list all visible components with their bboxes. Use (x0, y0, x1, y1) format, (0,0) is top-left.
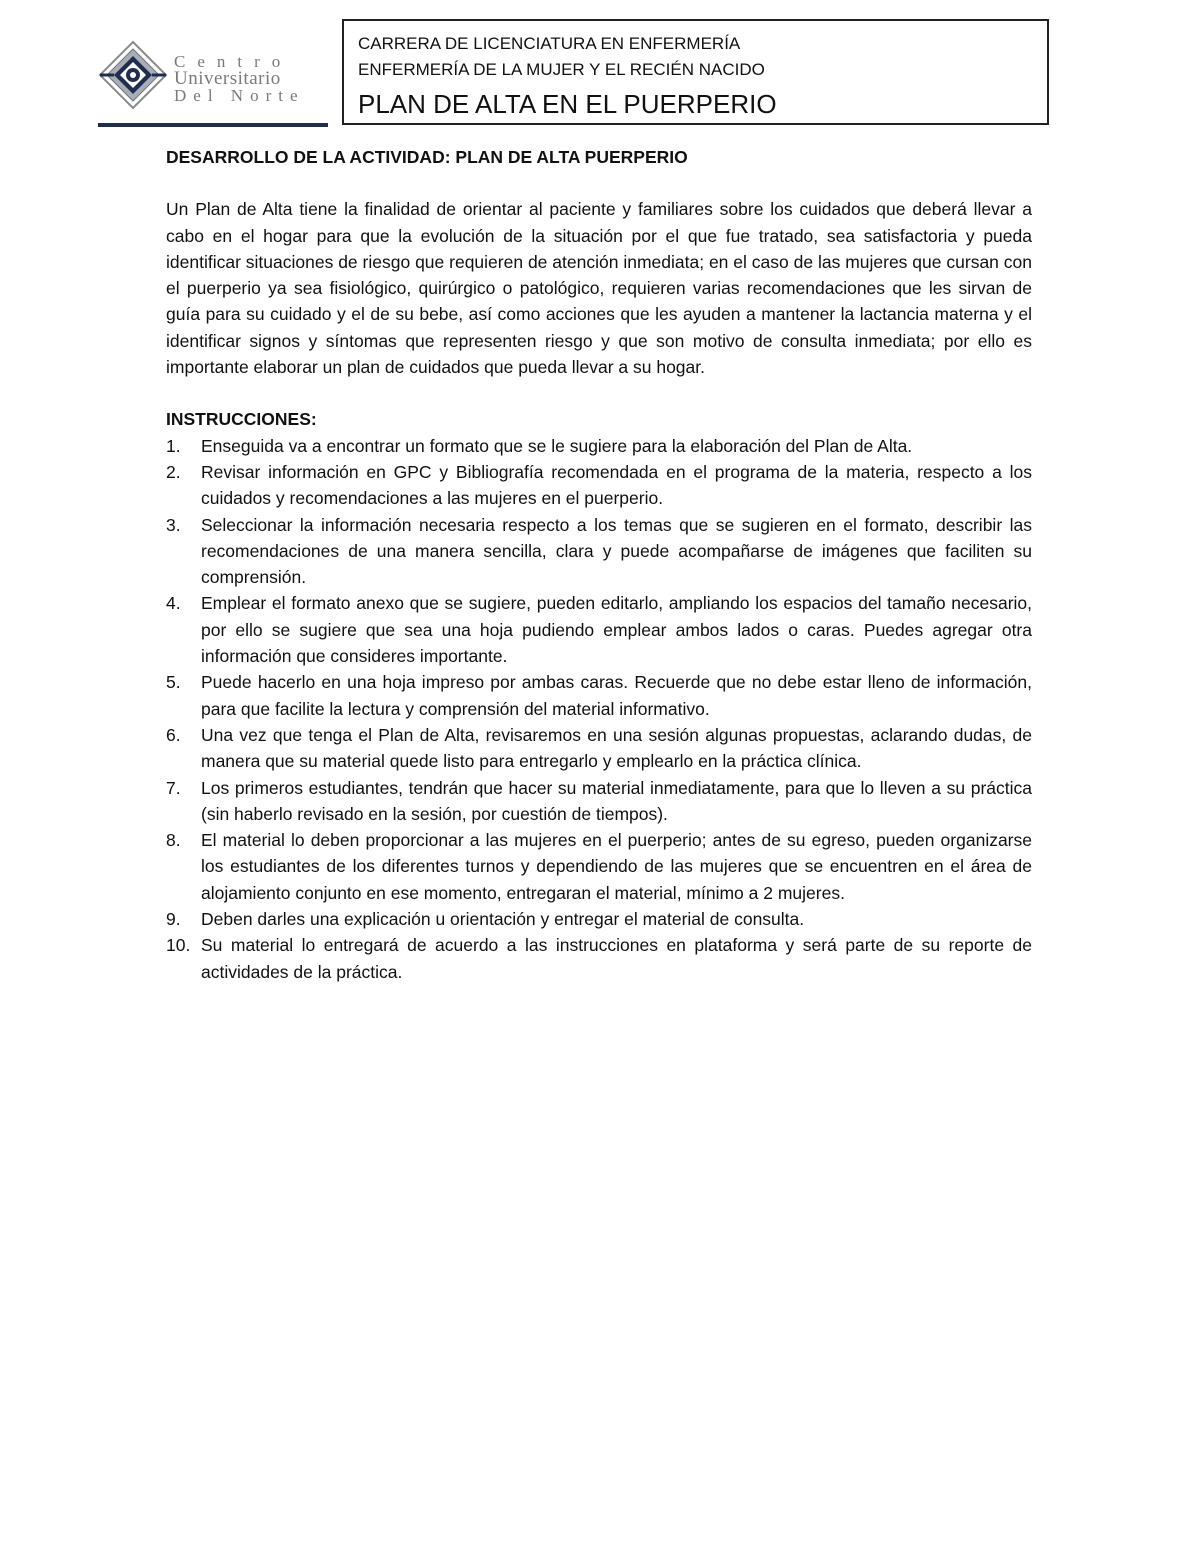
list-item (166, 932, 1032, 985)
list-item (166, 459, 1032, 512)
list-item-number: 3. (166, 514, 181, 535)
list-item-text: El material lo deben proporcionar a las mujeres en el puerperio; antes de su egreso, pueden organizarse los estudiantes de los diferentes turnos y dependiendo de las mujeres que se encuentren en el área de alojamiento conjunto en ese momento, entregaran el material, mínimo a 2 mujeres. (201, 830, 1032, 903)
list-item (166, 827, 1032, 906)
list-item-number: 10. (166, 935, 191, 956)
list-item (166, 722, 1032, 775)
section-heading: DESARROLLO DE LA ACTIVIDAD: PLAN DE ALTA PUERPERIO (166, 147, 688, 167)
instructions-heading: INSTRUCCIONES: (166, 409, 317, 430)
list-item-text: Puede hacerlo en una hoja impreso por ambas caras. Recuerde que no debe estar lleno de información, para que facilite la lectura y comprensión del material informativo. (201, 672, 1032, 719)
list-item-number: 1. (166, 435, 181, 456)
diamond-emblem-icon (98, 40, 168, 110)
document-title: PLAN DE ALTA EN EL PUERPERIO (358, 89, 777, 119)
list-item-number: 9. (166, 909, 181, 930)
logo-line-1: Centro (174, 52, 293, 71)
list-item-text: Una vez que tenga el Plan de Alta, revisaremos en una sesión algunas propuestas, aclarando dudas, de manera que su material quede listo para entregarlo y emplearlo en la práctica clínica. (201, 724, 1032, 772)
list-item-text: Enseguida va a encontrar un formato que se le sugiere para la elaboración del Plan de Alta. (201, 435, 913, 456)
career-name: CARRERA DE LICENCIATURA EN ENFERMERÍA (358, 34, 741, 53)
list-item-text: Deben darles una explicación u orientación y entregar el material de consulta. (201, 909, 805, 930)
list-item-text: Revisar información en GPC y Bibliografía recomendada en el programa de la materia, respecto a los cuidados y recomendaciones a las mujeres en el puerperio. (201, 461, 1032, 509)
document-body (166, 144, 1032, 985)
university-logo (98, 40, 328, 130)
list-item-text: Su material lo entregará de acuerdo a las instrucciones en plataforma y será parte de su reporte de actividades de la práctica. (201, 935, 1032, 982)
list-item-number: 6. (166, 724, 181, 745)
list-item-number: 2. (166, 461, 181, 482)
list-item (166, 512, 1032, 591)
list-item-text: Emplear el formato anexo que se sugiere, pueden editarlo, ampliando los espacios del tamaño necesario, por ello se sugiere que sea una hoja pudiendo emplear ambos lados o caras. Puedes agregar otra información que consideres importante. (201, 593, 1032, 667)
course-name: ENFERMERÍA DE LA MUJER Y EL RECIÉN NACIDO (358, 60, 765, 79)
list-item-text: Seleccionar la información necesaria respecto a los temas que se sugieren en el formato, describir las recomendaciones de una manera sencilla, clara y puede acompañarse de imágenes que faciliten su comprensión. (201, 514, 1032, 588)
list-item (166, 433, 1032, 459)
logo-line-2: Universitario (174, 68, 281, 89)
list-item-number: 7. (166, 777, 181, 798)
document-header (342, 19, 1049, 125)
list-item (166, 590, 1032, 669)
instructions-list (166, 433, 1032, 985)
list-item-number: 5. (166, 672, 181, 693)
intro-paragraph: Un Plan de Alta tiene la finalidad de orientar al paciente y familiares sobre los cuidados que deberá llevar a cabo en el hogar para que la evolución de la situación por el que fue tratado, sea satisfactoria y pueda identificar situaciones de riesgo que requieren de atención inmediata; en el caso de las mujeres que cursan con el puerperio ya sea fisiológico, quirúrgico o patológico, requieren varias recomendaciones que les sirvan de guía para su cuidado y el de su bebe, así como acciones que les ayuden a mantener la lactancia materna y el identificar signos y síntomas que representen riesgo y que son motivo de consulta inmediata; por ello es importante elaborar un plan de cuidados que pueda llevar a su hogar. (166, 199, 1032, 378)
logo-wordmark (174, 53, 328, 104)
list-item (166, 775, 1032, 828)
list-item-number: 4. (166, 593, 181, 614)
logo-line-3: Del Norte (174, 86, 305, 105)
logo-underline (98, 123, 328, 127)
list-item-number: 8. (166, 830, 181, 851)
list-item (166, 906, 1032, 932)
list-item-text: Los primeros estudiantes, tendrán que hacer su material inmediatamente, para que lo lleven a su práctica (sin haberlo revisado en la sesión, por cuestión de tiempos). (201, 777, 1032, 824)
list-item (166, 669, 1032, 722)
